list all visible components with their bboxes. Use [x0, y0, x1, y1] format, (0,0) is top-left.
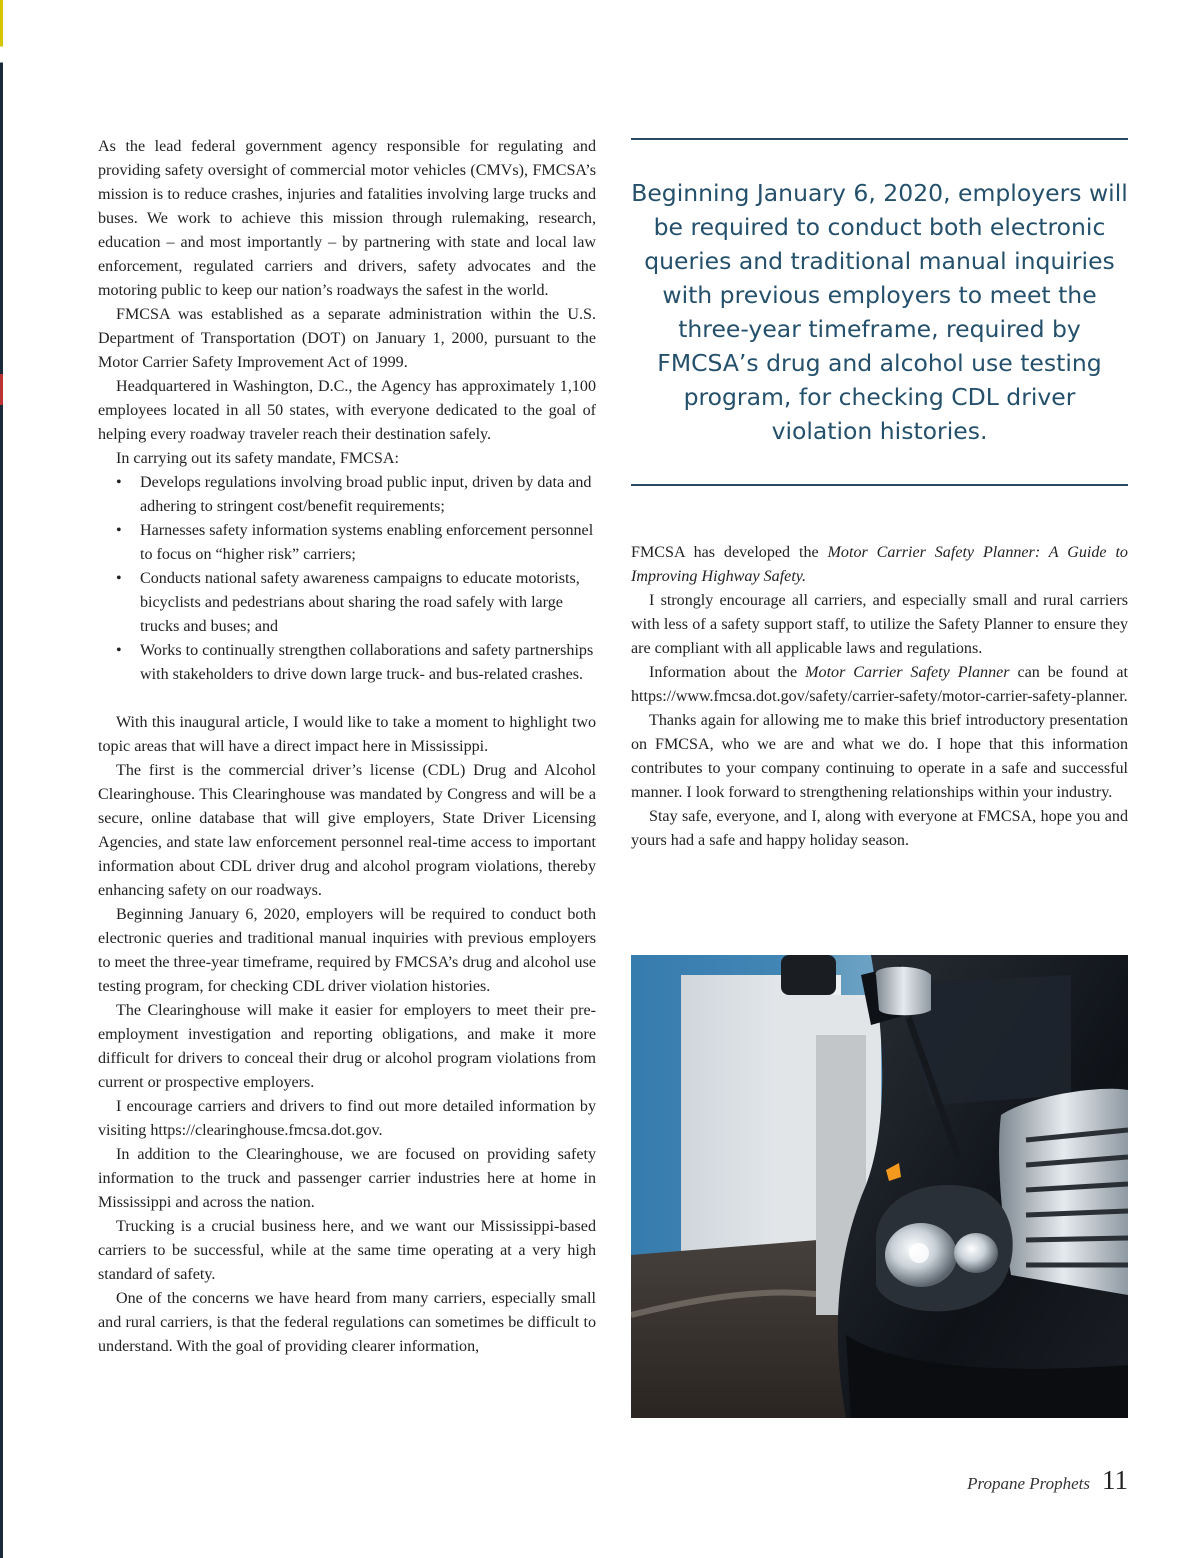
mandate-bullet-list [98, 471, 596, 687]
paragraph: Headquartered in Washington, D.C., the Agency has approximately 1,100 employees located in all 50 states, with everyone dedicated to the goal of helping every roadway traveler reach their destination safely. [98, 378, 596, 443]
paragraph: I strongly encourage all carriers, and especially small and rural carriers with less of a safety support staff, to utilize the Safety Planner to ensure they are compliant with all applicable laws and regulations. [631, 592, 1128, 657]
paragraph-lead: FMCSA has developed the [631, 544, 828, 561]
page-edge-strip [0, 0, 3, 1558]
paragraph: One of the concerns we have heard from many carriers, especially small and rural carriers, is that the federal regulations can sometimes be difficult to understand. With the goal of providing clearer information, [98, 1290, 596, 1355]
bullet-item: • Conducts national safety awareness campaigns to educate motorists, bicyclists and pedestrians about sharing the road safely with large trucks and buses; and [140, 567, 596, 639]
page-number: 11 [1102, 1465, 1128, 1495]
paragraph: In carrying out its safety mandate, FMCSA: [116, 450, 399, 467]
publication-name: Propane Prophets [967, 1474, 1090, 1493]
pull-quote-text: Beginning January 6, 2020, employers will be required to conduct both electronic queries and traditional manual inquiries with previous employers to meet the three-year timeframe, required by FMCSA’s drug and alcohol use testing program, for checking CDL driver violation histories. [631, 179, 1128, 445]
paragraph: I encourage carriers and drivers to find out more detailed information by visiting https://clearinghouse.fmcsa.dot.gov. [98, 1098, 596, 1139]
paragraph [631, 541, 1128, 589]
paragraph: Stay safe, everyone, and I, along with everyone at FMCSA, hope you and yours had a safe and happy holiday season. [631, 808, 1128, 849]
paragraph: Beginning January 6, 2020, employers will be required to conduct both electronic queries and traditional manual inquiries with previous employers to meet the three-year timeframe, required by FMCSA’s drug and alcohol use testing program, for checking CDL driver violation histories. [98, 906, 596, 995]
paragraph: As the lead federal government agency responsible for regulating and providing safety oversight of commercial motor vehicles (CMVs), FMCSA’s mission is to reduce crashes, injuries and fatalities involving large trucks and buses. We work to achieve this mission through rulemaking, research, education – and most importantly – by partnering with state and local law enforcement, regulated carriers and drivers, safety advocates and the motoring public to keep our nation’s roadways the safest in the world. [98, 138, 596, 299]
left-column [98, 135, 596, 1359]
spacer [98, 687, 596, 711]
page-footer [967, 1465, 1128, 1496]
planner-title: Motor Carrier Safety Planner: A Guide to Improving Highway Safety. [631, 544, 1128, 585]
paragraph [631, 661, 1128, 709]
paragraph: FMCSA was established as a separate administration within the U.S. Department of Transportation (DOT) on January 1, 2000, pursuant to the Motor Carrier Safety Improvement Act of 1999. [98, 306, 596, 371]
paragraph: Thanks again for allowing me to make this brief introductory presentation on FMCSA, who we are and what we do. I hope that this information contributes to your company continuing to operate in a safe and successful manner. I look forward to strengthening relationships within your industry. [631, 712, 1128, 801]
paragraph: The Clearinghouse will make it easier for employers to meet their pre-employment investigation and reporting obligations, and make it more difficult for drivers to conceal their drug or alcohol program violations from current or prospective employers. [98, 1002, 596, 1091]
pull-quote [631, 138, 1128, 486]
paragraph: Trucking is a crucial business here, and we want our Mississippi-based carriers to be successful, while at the same time operating at a very high standard of safety. [98, 1218, 596, 1283]
paragraph-lead: Information about the [649, 664, 806, 681]
right-column [631, 541, 1128, 853]
paragraph: In addition to the Clearinghouse, we are focused on providing safety information to the truck and passenger carrier industries here at home in Mississippi and across the nation. [98, 1146, 596, 1211]
planner-url-text: can be found at https://www.fmcsa.dot.gov/safety/carrier-safety/motor-carrier-safety-planner. [631, 664, 1129, 705]
bullet-item: • Develops regulations involving broad public input, driven by data and adhering to stringent cost/benefit requirements; [140, 471, 596, 519]
planner-title: Motor Carrier Safety Planner [805, 664, 1010, 681]
paragraph: With this inaugural article, I would like to take a moment to highlight two topic areas that will have a direct impact here in Mississippi. [98, 714, 596, 755]
bullet-item: • Works to continually strengthen collaborations and safety partnerships with stakeholders to drive down large truck- and bus-related crashes. [140, 639, 596, 687]
truck-photo [631, 955, 1128, 1418]
bullet-item: • Harnesses safety information systems enabling enforcement personnel to focus on “higher risk” carriers; [140, 519, 596, 567]
paragraph: The first is the commercial driver’s license (CDL) Drug and Alcohol Clearinghouse. This Clearinghouse was mandated by Congress and will be a secure, online database that will give employers, State Driver Licensing Agencies, and state law enforcement personnel real-time access to important information about CDL driver drug and alcohol program violations, thereby enhancing safety on our roadways. [98, 762, 596, 899]
